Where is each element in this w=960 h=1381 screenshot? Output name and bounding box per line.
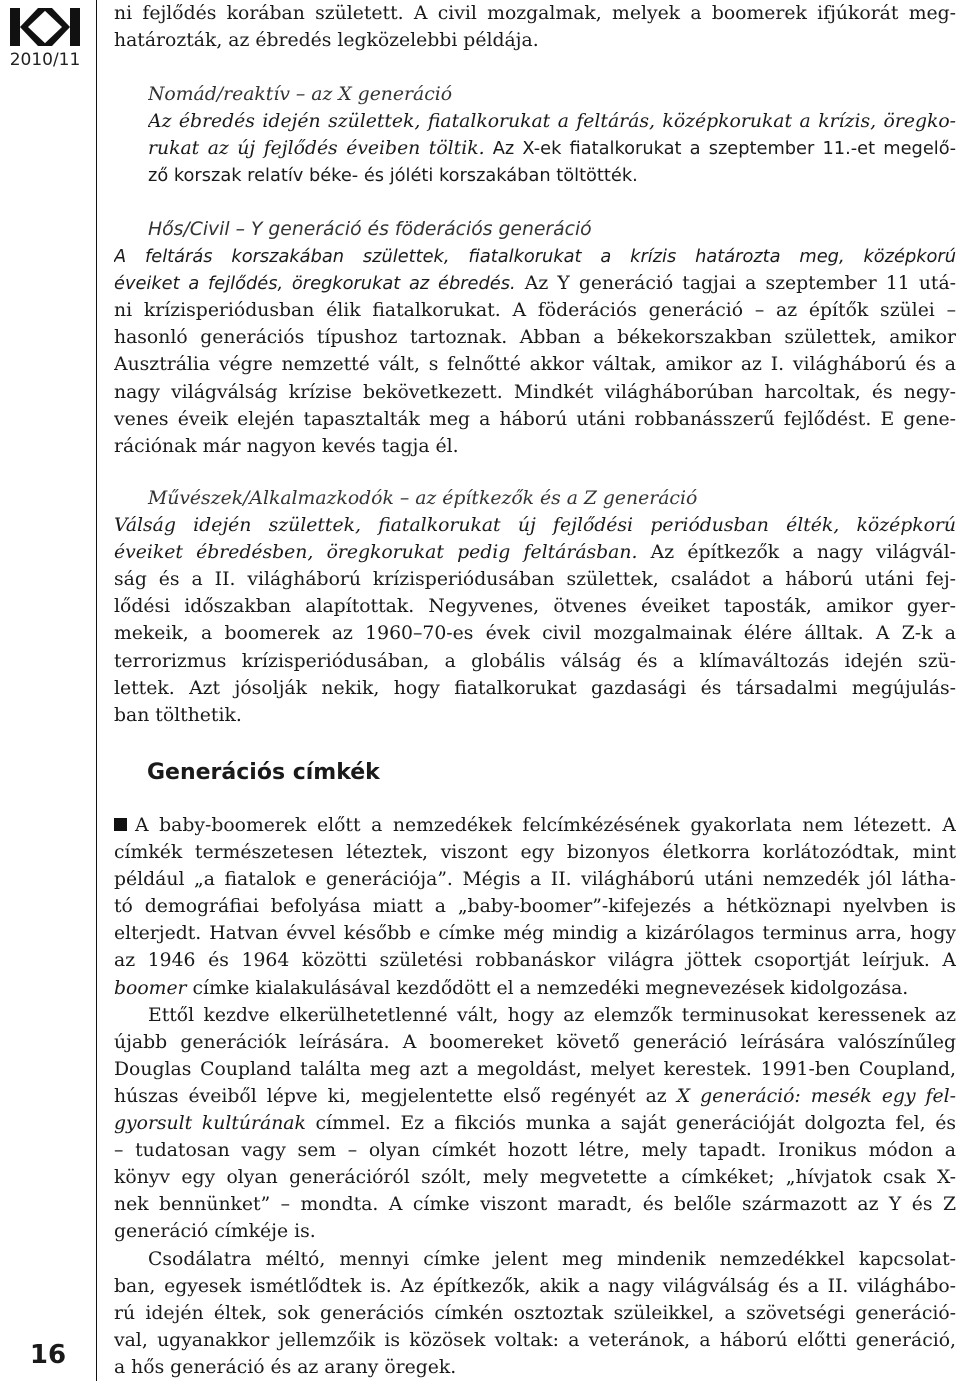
text-line: val, ugyanakkor jellemzőik is közösek voltak: a veteránok, a háború előtti generáció, (114, 1329, 956, 1351)
text-roman: húszas éveiből lépve ki, megjelentette első regényét az (114, 1085, 677, 1107)
text-italic: éveiket a fejlődés, öregkorukat az ébredés. (114, 273, 516, 295)
text-roman: A baby-boomerek előtt a nemzedékek felcímkézésének gyakorlata nem létezett. A (135, 815, 956, 836)
text-line: venes éveik elején tapasztalták meg a háború utáni robbanásszerű fejlődést. E gene- (114, 408, 956, 430)
section-nomad (148, 81, 956, 189)
square-bullet-icon (114, 818, 127, 831)
text-line: tó demográfiai befolyása miatt a „baby-boomer”-kifejezés a hétköznapi nyelvben is (114, 896, 956, 918)
text-roman: Az Y generáció tagjai a szeptember 11 utá- (515, 273, 956, 295)
text-line: ban, egyesek ismétlődtek is. Az építkezők, akik a nagy világválság és a II. világhábo- (114, 1275, 956, 1297)
text-line: ző korszak relatív béke- és jóléti korszakában töltötték. (148, 165, 638, 187)
text-line: újabb generációk leírására. A boomereket követő generáció leírására valószínűleg (114, 1031, 956, 1053)
text-line: nagy világválság krízise bekövetkezett. Mindkét világháborúban harcoltak, és negy- (114, 381, 956, 403)
text-line: Douglas Coupland találta meg azt a megoldást, melyet kerestek. 1991-ben Coupland, (114, 1058, 956, 1080)
text-italic: gyorsult kultúrának (114, 1113, 306, 1135)
section-heading: Generációs címkék (147, 760, 380, 785)
magazine-logo (8, 6, 82, 48)
section-title: Művészek/Alkalmazkodók – az építkezők és a Z generáció (148, 488, 698, 509)
text-line: Csodálatra méltó, mennyi címke jelent meg mindenik nemzedékkel kapcsolat- (148, 1248, 956, 1270)
text-line: lettek. Azt jósolják nekik, hogy fiatalkorukat gazdasági és társadalmi megújulás- (114, 677, 956, 699)
text-line: nek bennünket” – mondta. A címke viszont maradt, és belőle származott az Y és Z (114, 1194, 956, 1216)
text-line: ban tölthetik. (114, 704, 242, 726)
page-number: 16 (29, 1340, 67, 1370)
text-line: rációnak már nagyon kevés tagja él. (114, 435, 459, 457)
text-line: ni fejlődés korában született. A civil mozgalmak, melyek a boomerek ifjúkorát meg- (114, 3, 956, 24)
text-line: lődési időszakban alapítottak. Negyvenes, ötvenes éveiket taposták, amikor gyer- (114, 596, 956, 618)
text-line: az 1946 és 1964 közötti születési robbanáskor világra jöttek csoportját leírjuk. A (114, 950, 956, 972)
text-line: például „a fiatalok e generációja”. Mégis a II. világháború utáni nemzedék jól látha- (114, 869, 956, 891)
text-line: rú idején éltek, sok generációs címkén osztoztak szüleikkel, a szövetségi generáció- (114, 1302, 956, 1324)
text-roman: címmel. Ez a fikciós munka a saját generációját dolgozta fel, és (305, 1113, 956, 1135)
text-italic: rukat az új fejlődés éveiben töltik. (148, 138, 485, 160)
text-line: a hős generáció és az arany öregek. (114, 1356, 457, 1378)
text-italic: éveiket ébredésben, öregkorukat pedig feltárásban. (114, 542, 638, 564)
text-line: terrorizmus krízisperiódusában, a globális válság és a klímaváltozás idején szü- (114, 650, 956, 672)
text-line: Válság idején születtek, fiatalkorukat új fejlődési periódusban élték, középkorú (114, 515, 956, 537)
text-line: mekeik, a boomerek az 1960–70-es évek civil mozgalmainak élére álltak. A Z-k a (114, 623, 956, 645)
text-line: Ausztrália végre nemzetté vált, s felnőtté akkor váltak, amikor az I. világháború és a (114, 354, 956, 376)
text-roman: Az X-ek fiatalkorukat a szeptember 11.-et megelő- (484, 138, 956, 160)
section-title: Hős/Civil – Y generáció és föderációs generáció (148, 219, 592, 240)
text-line: – tudatosan vagy sem – olyan címkét hozott létre, mely tapadt. Ironikus módon a (114, 1140, 956, 1162)
section-title: Nomád/reaktív – az X generáció (148, 84, 453, 105)
issue-number: 2010/11 (9, 50, 81, 70)
intro-paragraph (114, 0, 956, 54)
text-line: Az ébredés idején születtek, fiatalkorukat a feltárás, középkorukat a krízis, öregko- (148, 111, 956, 133)
text-line: ni krízisperiódusban élik fiatalkorukat. A föderációs generáció – az építők szülei – (114, 300, 956, 322)
text-line: határozták, az ébredés legközelebbi példája. (114, 30, 539, 52)
text-roman: címke kialakulásával kezdődött el a nemzedéki megnevezések kidolgozása. (186, 977, 909, 999)
text-line: elterjedt. Hatvan évvel később e címke még mindig a kizárólagos terminus arra, hogy (114, 923, 956, 945)
margin-column (0, 0, 97, 1381)
text-line: hasonló generációs típushoz tartoznak. Abban a békekorszakban születtek, amikor (114, 327, 956, 349)
text-line: címkék természetesen léteztek, viszont egy bizonyos életkorra korlátozódtak, mint (114, 842, 956, 864)
text-italic: boomer (114, 977, 187, 999)
text-line: könyv egy olyan generációról szólt, mely megvetette a címkéket; „hívjatok csak X- (114, 1167, 956, 1189)
text-line: Ettől kezdve elkerülhetetlenné vált, hogy az elemzők terminusokat keressenek az (148, 1004, 956, 1026)
text-line: ság és a II. világháború krízisperiódusában születtek, családot a háború utáni fej- (114, 569, 956, 591)
text-line: A feltárás korszakában születtek, fiatalkorukat a krízis határozta meg, középkorú (114, 246, 956, 268)
text-line: generáció címkéje is. (114, 1221, 316, 1243)
section-generation-labels (114, 812, 956, 1381)
section-artist (114, 485, 956, 729)
text-italic: X generáció: mesék egy fel- (676, 1085, 956, 1107)
section-hero (114, 216, 956, 460)
text-roman: Az építkezők a nagy világvál- (637, 542, 956, 564)
